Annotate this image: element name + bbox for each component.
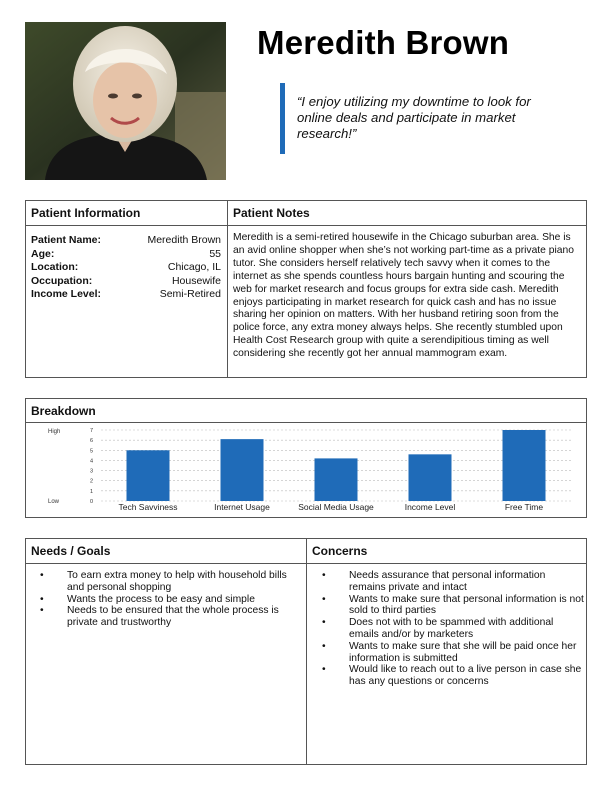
header-divider [26, 225, 586, 226]
bar-tech-savviness [127, 450, 170, 501]
info-value: 55 [209, 247, 221, 260]
info-value: Chicago, IL [167, 261, 221, 273]
info-value: Meredith Brown [147, 234, 221, 246]
list-item: • Needs to be ensured that the whole process is private and trustworthy [40, 605, 300, 629]
list-item: • Needs assurance that personal information remains private and intact [322, 570, 584, 594]
info-label: Income Level: [31, 288, 102, 300]
patient-info-panel [25, 200, 587, 378]
persona-quote: “I enjoy utilizing my downtime to look for online deals and participate in market research!” [297, 94, 531, 141]
info-label: Occupation: [31, 274, 93, 287]
patient-notes-text: Meredith is a semi-retired housewife in the Chicago suburban area. She is an avid online shopper when she’s not working part-time as a private piano tutor. She considers herself relatively tech savvy when it comes to the internet as she spends countless hours bargain hunting and scouring the web for market research and focus groups for extra side cash. Meredith enjoys participating in market research for quick cash and has no issue sharing her opinion on matters. With her husband retiring soon from the police force, any extra money always helps. She recently stumbled upon Health Cost Research group with quite a serendipitious timing as well considering she recently got her annual mammogram exam. [233, 232, 574, 360]
category-label: Income Level [404, 502, 456, 512]
list-item: • To earn extra money to help with household bills and personal shopping [40, 570, 300, 594]
y-tick-label: 0 [89, 499, 93, 505]
breakdown-heading: Breakdown [26, 399, 586, 423]
breakdown-chart [26, 424, 586, 517]
list-item: • Wants to make sure that personal information is not sold to third parties [322, 594, 584, 618]
info-row-occupation [31, 275, 221, 289]
y-tick-label: 5 [89, 448, 93, 455]
bar-internet-usage [221, 439, 264, 501]
info-row-age [31, 248, 221, 262]
breakdown-panel [25, 398, 587, 518]
y-tick-label: 4 [89, 458, 93, 465]
needs-concerns-panel [25, 538, 587, 765]
column-divider [306, 539, 307, 764]
category-label: Internet Usage [214, 502, 270, 512]
bar-social-media-usage [315, 458, 358, 501]
y-tick-label: 7 [89, 428, 93, 434]
bar-free-time [503, 430, 546, 501]
category-label: Free Time [504, 502, 544, 512]
portrait-image [25, 22, 226, 180]
category-label: Tech Savviness [118, 502, 178, 512]
concerns-heading: Concerns [312, 544, 368, 558]
y-high-label: High [48, 429, 61, 435]
patient-information-heading: Patient Information [31, 206, 141, 220]
profile-photo [25, 22, 226, 180]
info-row-income [31, 288, 221, 302]
info-value: Semi-Retired [159, 288, 221, 300]
list-item: • Wants to make sure that she will be paid once her information is submitted [322, 641, 584, 665]
patient-notes-heading: Patient Notes [233, 206, 310, 220]
category-labels [118, 502, 543, 512]
y-tick-label: 1 [89, 488, 93, 495]
list-item: • Would like to reach out to a live person in case she has any questions or concerns [322, 664, 584, 688]
info-row-name [31, 234, 221, 248]
y-tick-label: 6 [89, 438, 93, 445]
quote-accent-bar [280, 83, 285, 154]
y-tick-labels [90, 428, 93, 505]
info-row-location [31, 261, 221, 275]
persona-name: Meredith Brown [257, 24, 510, 61]
info-label: Patient Name: [31, 234, 102, 246]
info-label: Age: [31, 247, 55, 260]
bar-income-level [409, 454, 452, 501]
y-tick-label: 2 [89, 478, 93, 485]
list-item: • Does not with to be spammed with additional emails and/or by marketers [322, 617, 584, 641]
info-label: Location: [31, 261, 79, 273]
concerns-list [322, 570, 584, 688]
needs-goals-list [40, 570, 300, 629]
bars [127, 430, 546, 501]
list-item: • Wants the process to be easy and simple [40, 594, 300, 606]
y-tick-label: 3 [89, 468, 93, 475]
info-value: Housewife [171, 274, 221, 287]
patient-info-list [31, 234, 221, 302]
column-divider [227, 201, 228, 377]
category-label: Social Media Usage [298, 502, 374, 512]
y-low-label: Low [48, 499, 60, 505]
needs-goals-heading: Needs / Goals [31, 544, 111, 558]
